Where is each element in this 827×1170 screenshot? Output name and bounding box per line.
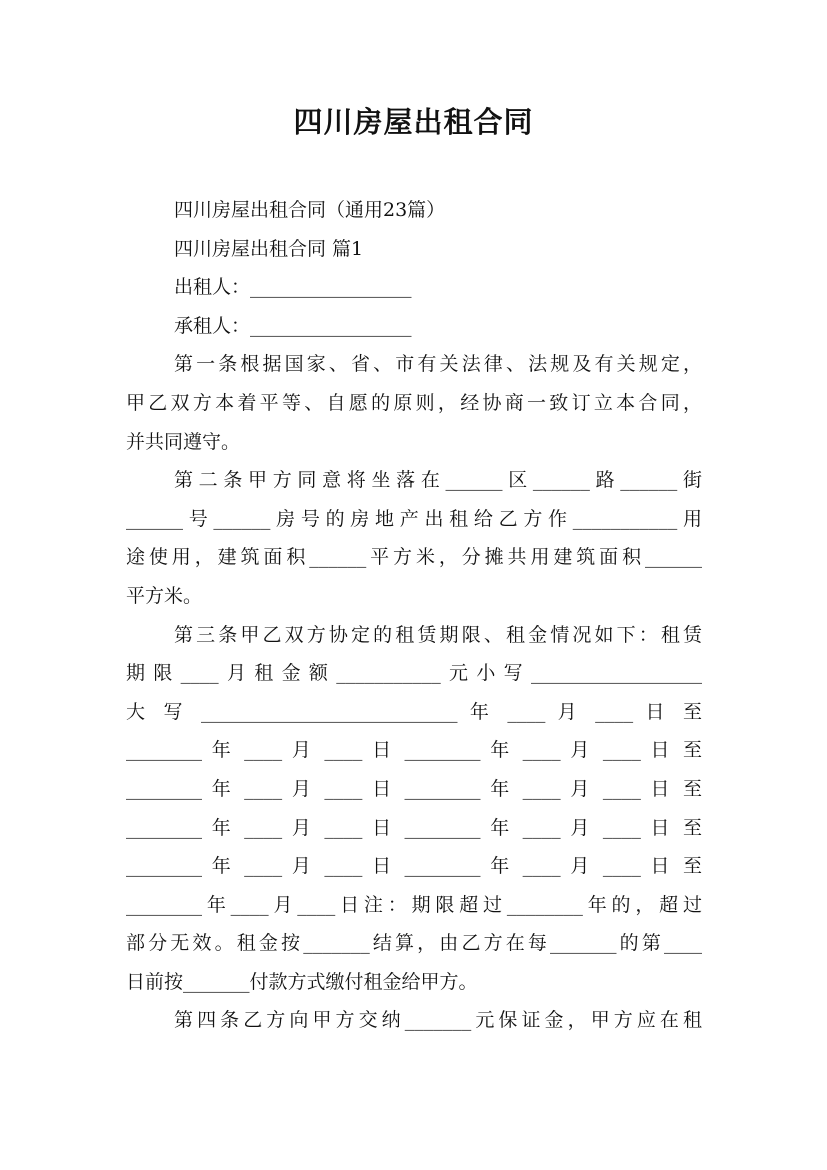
- article-2-line-4: 平方米。: [126, 584, 203, 607]
- section-heading: 四川房屋出租合同 篇1: [174, 237, 364, 260]
- article-1-line-3: 并共同遵守。: [126, 430, 241, 453]
- lessee-line: 承租人：_________________: [174, 314, 412, 337]
- document-body: [126, 191, 702, 1040]
- article-2-line-2: ______号______房号的房地产出租给乙方作___________用: [126, 507, 702, 530]
- lessor-line: 出租人：_________________: [174, 276, 412, 299]
- article-2-line-3: 途使用，建筑面积______平方米，分摊共用建筑面积______: [126, 546, 702, 569]
- article-3-line-2: 期限____月租金额___________元小写__________________: [126, 662, 702, 685]
- article-3-line-6: ________ 年 ____ 月 ____ 日 ________ 年 ____ 月 ____ 日 至: [126, 816, 702, 839]
- article-3-line-8: ________年____月____日注：期限超过________年的，超过: [126, 893, 702, 916]
- document-title: 四川房屋出租合同: [293, 105, 534, 139]
- article-3-line-3: 大 写 ___________________________ 年 ____ 月 ____ 日 至: [126, 700, 702, 723]
- article-4-line-1: 第四条乙方向甲方交纳_______元保证金，甲方应在租: [174, 1009, 702, 1032]
- article-3-line-10: 日前按_______付款方式缴付租金给甲方。: [126, 970, 478, 993]
- subtitle-line: 四川房屋出租合同（通用23篇）: [174, 199, 446, 221]
- article-3-line-9: 部分无效。租金按_______结算，由乙方在每_______的第____: [126, 932, 702, 955]
- article-3-line-7: ________ 年 ____ 月 ____ 日 ________ 年 ____ 月 ____ 日 至: [126, 855, 702, 878]
- article-1-line-1: 第一条根据国家、省、市有关法律、法规及有关规定，: [174, 353, 702, 376]
- article-2-line-1: 第二条甲方同意将坐落在______区______路______街: [174, 469, 702, 492]
- article-1-line-2: 甲乙双方本着平等、自愿的原则，经协商一致订立本合同，: [126, 391, 702, 414]
- article-3-line-1: 第三条甲乙双方协定的租赁期限、租金情况如下：租赁: [174, 623, 702, 646]
- article-3-line-5: ________ 年 ____ 月 ____ 日 ________ 年 ____ 月 ____ 日 至: [126, 777, 702, 800]
- article-3-line-4: ________ 年 ____ 月 ____ 日 ________ 年 ____ 月 ____ 日 至: [126, 739, 702, 762]
